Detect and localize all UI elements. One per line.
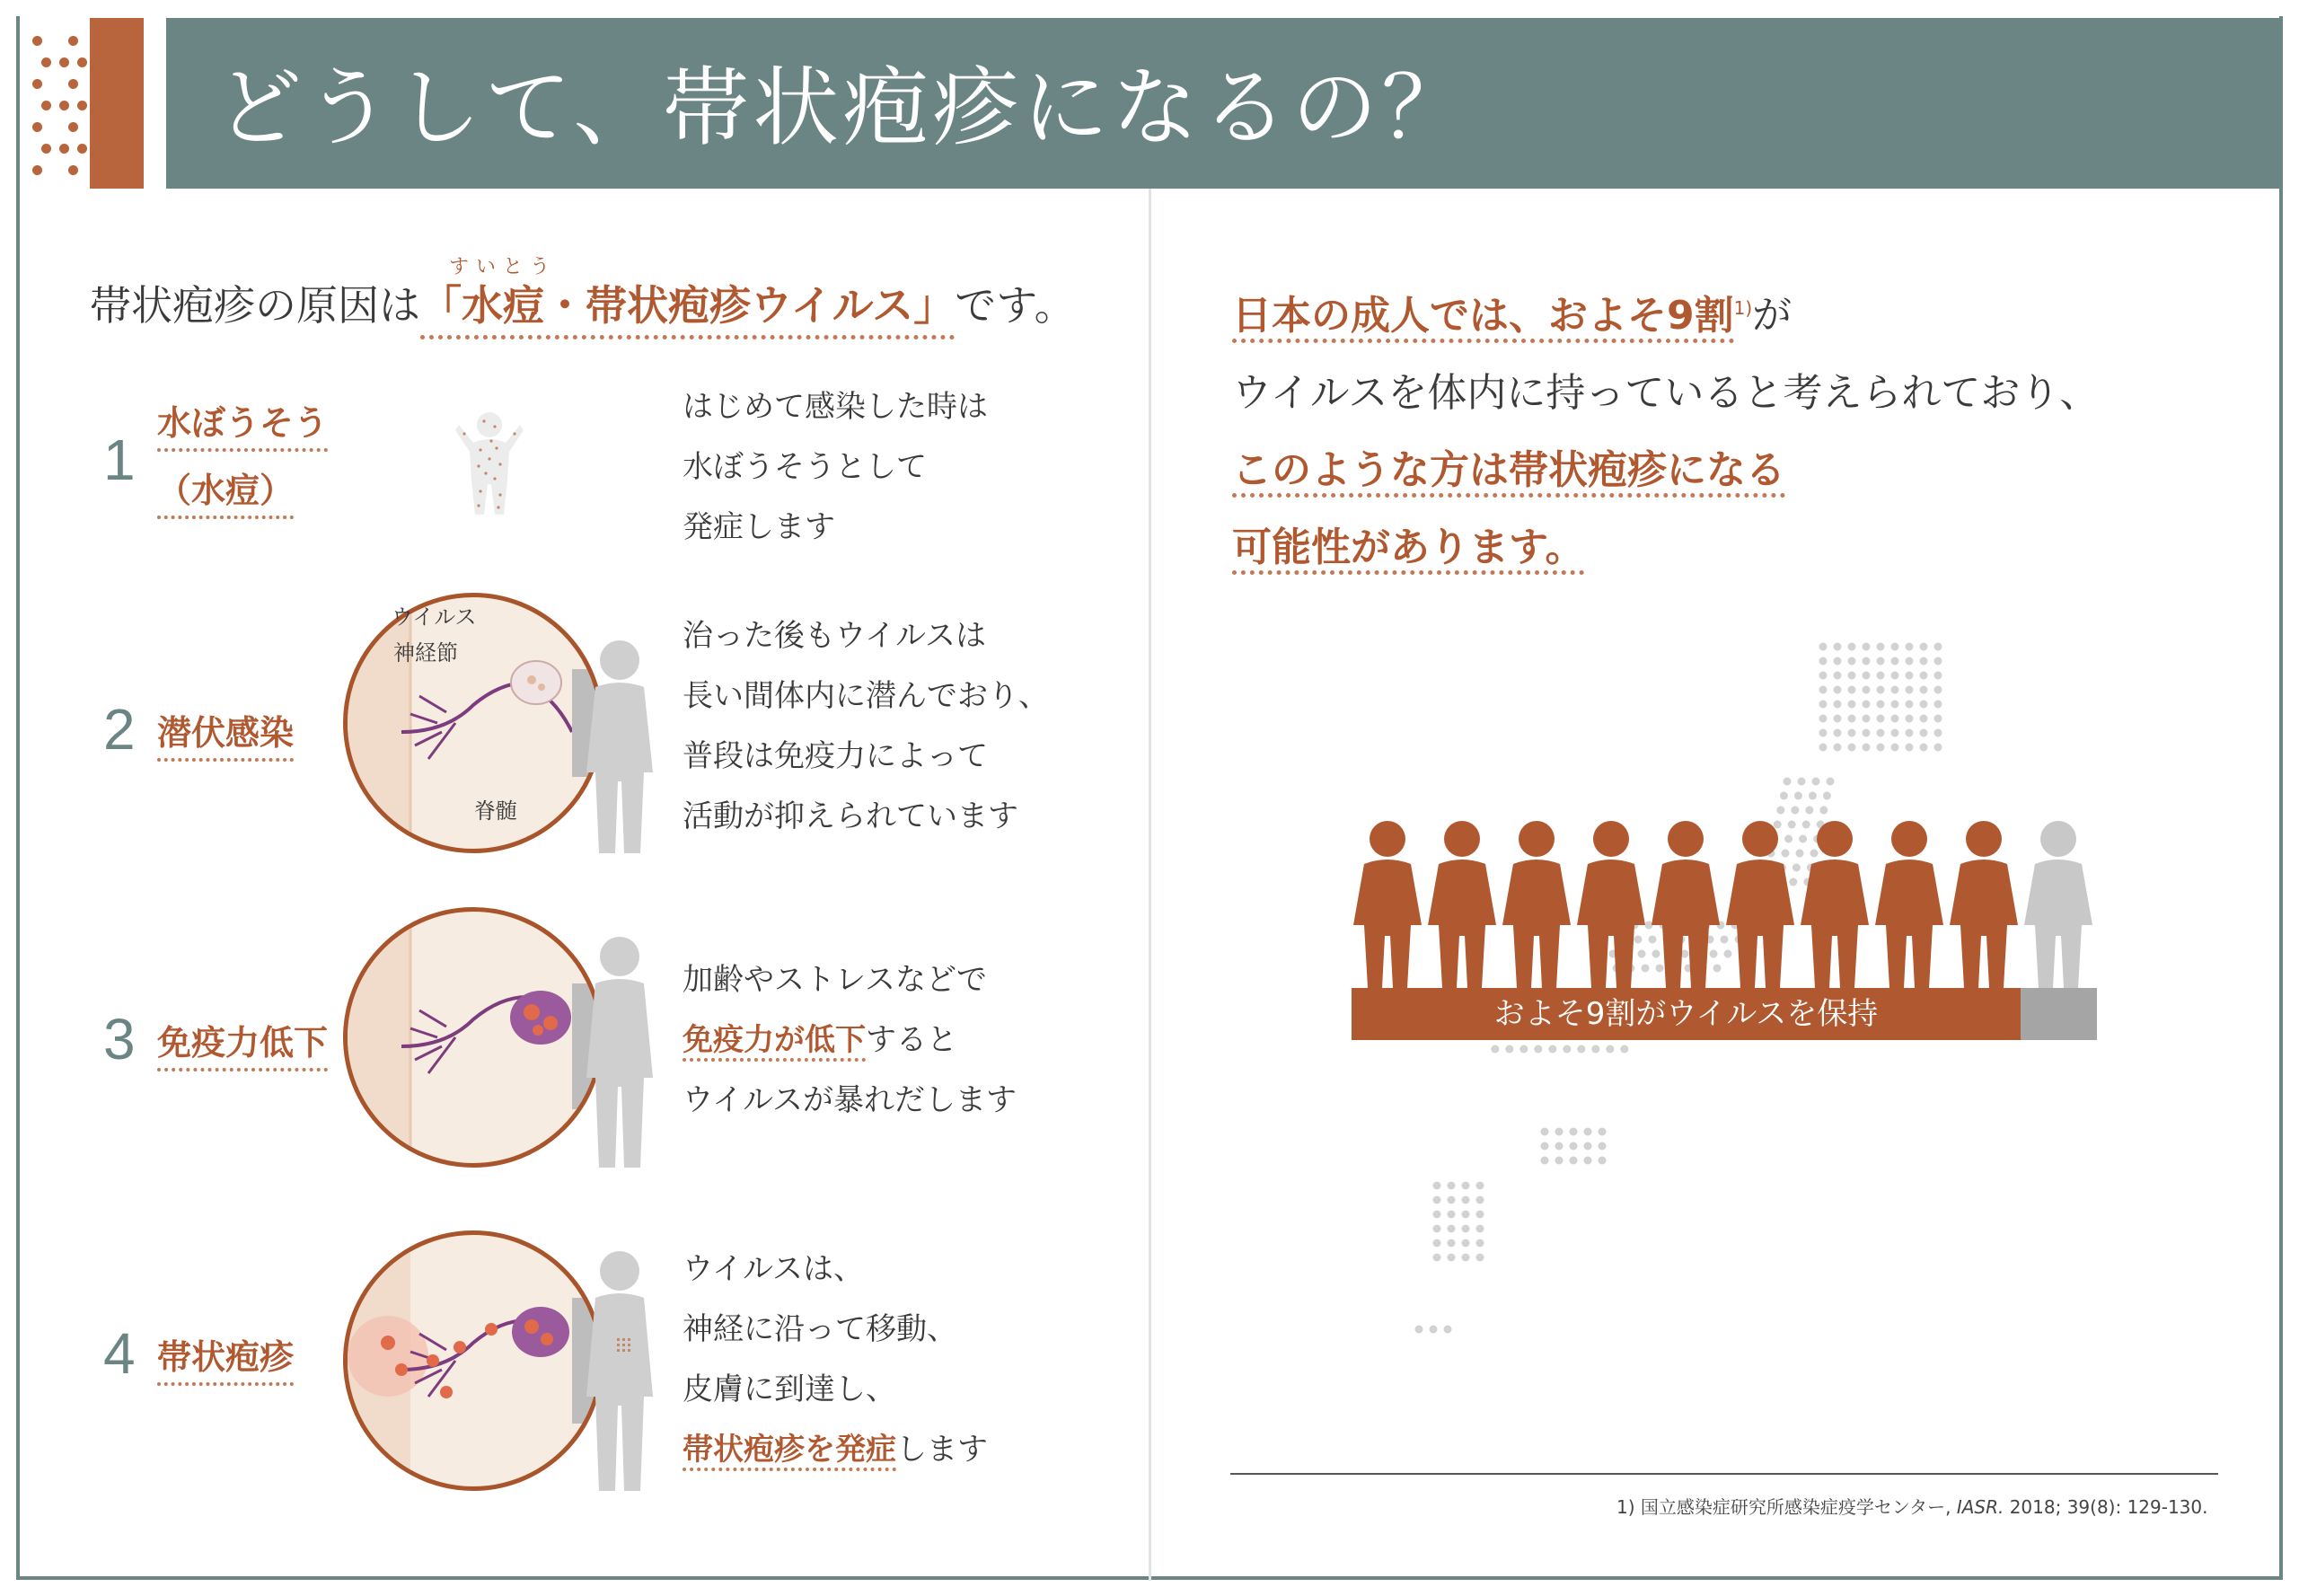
map-dot bbox=[1809, 792, 1817, 800]
map-dot bbox=[1920, 701, 1928, 709]
map-dot bbox=[1584, 1142, 1592, 1151]
map-dot bbox=[1541, 1128, 1549, 1136]
map-dot bbox=[1462, 1182, 1470, 1190]
map-dot bbox=[1877, 701, 1885, 709]
map-dot bbox=[1834, 686, 1842, 694]
decorative-dot bbox=[32, 165, 42, 175]
map-dot bbox=[1934, 657, 1942, 666]
step-2-line-4: 活動が抑えられています bbox=[683, 798, 1018, 834]
non-carrier-person-icon bbox=[2022, 817, 2094, 988]
map-dot bbox=[1519, 1045, 1528, 1054]
map-dot bbox=[1791, 807, 1799, 815]
step-1-line-1: はじめて感染した時は bbox=[683, 389, 988, 425]
map-dot bbox=[1906, 657, 1914, 666]
map-dot bbox=[1476, 1182, 1484, 1190]
intro-suffix: です。 bbox=[955, 281, 1076, 330]
footnote-citation: 2018; 39(8): 129-130. bbox=[2004, 1496, 2208, 1518]
map-dot bbox=[1934, 744, 1942, 752]
map-dot bbox=[1863, 715, 1871, 723]
map-dot bbox=[1476, 1254, 1484, 1262]
step-4-line-3: 皮膚に到達し、 bbox=[683, 1371, 896, 1407]
map-dot bbox=[1863, 643, 1871, 651]
person-silhouette-icon bbox=[579, 934, 660, 1168]
map-dot bbox=[1906, 744, 1914, 752]
map-dot bbox=[1834, 657, 1842, 666]
intro-cause bbox=[420, 281, 955, 339]
map-dot bbox=[1476, 1211, 1484, 1219]
map-dot bbox=[1433, 1254, 1441, 1262]
map-dot bbox=[1784, 778, 1792, 786]
map-dot bbox=[1433, 1211, 1441, 1219]
map-dot bbox=[1934, 701, 1942, 709]
map-dot bbox=[1599, 1142, 1607, 1151]
step-2-label bbox=[157, 705, 294, 754]
map-dot bbox=[1934, 715, 1942, 723]
child-with-chickenpox-icon bbox=[454, 409, 525, 516]
map-dot bbox=[1819, 657, 1828, 666]
step-2-line-1: 治った後もウイルスは bbox=[683, 618, 986, 654]
map-dot bbox=[1920, 715, 1928, 723]
intro-prefix: 帯状疱疹の原因は bbox=[90, 281, 420, 330]
carrier-person-icon bbox=[1352, 817, 1423, 988]
decorative-dot bbox=[77, 144, 87, 154]
step-4-label-text: 帯状疱疹 bbox=[157, 1337, 294, 1386]
map-dot bbox=[1848, 701, 1856, 709]
close-bracket: 」 bbox=[913, 281, 956, 330]
decorative-dot bbox=[32, 122, 42, 132]
carrier-person-icon bbox=[1650, 817, 1722, 988]
map-dot bbox=[1891, 729, 1899, 737]
map-dot bbox=[1848, 715, 1856, 723]
cause-text: 水痘・帯状疱疹ウイルス bbox=[462, 281, 914, 330]
step-2-label-text: 潜伏感染 bbox=[157, 713, 294, 762]
map-dot bbox=[1877, 715, 1885, 723]
map-dot bbox=[1448, 1254, 1456, 1262]
step-3-highlight: 免疫力が低下 bbox=[683, 1022, 866, 1062]
step-3-line-2-rest: すると bbox=[866, 1022, 957, 1058]
carrier-person-icon bbox=[1575, 817, 1647, 988]
decorative-dot bbox=[32, 79, 42, 89]
map-dot bbox=[1891, 643, 1899, 651]
map-dot bbox=[1934, 729, 1942, 737]
map-dot bbox=[1462, 1254, 1470, 1262]
map-dot bbox=[1570, 1142, 1578, 1151]
decorative-dots bbox=[32, 36, 86, 189]
map-dot bbox=[1476, 1225, 1484, 1233]
map-dot bbox=[1433, 1239, 1441, 1248]
map-dot bbox=[1444, 1326, 1452, 1334]
footnote-journal: IASR. bbox=[1956, 1496, 2004, 1518]
step-4-line-4 bbox=[683, 1420, 988, 1480]
map-dot bbox=[1877, 729, 1885, 737]
decorative-dot bbox=[77, 101, 87, 110]
map-dot bbox=[1541, 1142, 1549, 1151]
step-3-line-3: ウイルスが暴れだします bbox=[683, 1082, 1017, 1118]
step-4-line-2: 神経に沿って移動、 bbox=[683, 1311, 957, 1347]
map-dot bbox=[1891, 657, 1899, 666]
step-3-number: 3 bbox=[103, 1007, 136, 1071]
step-1-label-sub-text: （水痘） bbox=[157, 471, 294, 519]
map-dot bbox=[1891, 686, 1899, 694]
step-1-line-3: 発症します bbox=[683, 509, 835, 545]
map-dot bbox=[1584, 1128, 1592, 1136]
map-dot bbox=[1920, 686, 1928, 694]
map-dot bbox=[1534, 1045, 1542, 1054]
step-1-description bbox=[683, 377, 988, 558]
map-dot bbox=[1599, 1128, 1607, 1136]
map-dot bbox=[1433, 1182, 1441, 1190]
map-dot bbox=[1834, 729, 1842, 737]
callout-ganglion: 神経節 bbox=[393, 640, 458, 666]
map-dot bbox=[1920, 643, 1928, 651]
map-dot bbox=[1848, 686, 1856, 694]
map-dot bbox=[1776, 807, 1784, 815]
active-virus-ganglion-icon bbox=[348, 912, 603, 1168]
prevalence-line-3 bbox=[1232, 432, 2099, 509]
map-dot bbox=[1555, 1157, 1563, 1165]
step-4-description bbox=[683, 1239, 988, 1480]
map-dot bbox=[1848, 643, 1856, 651]
step-4-line-1: ウイルスは、 bbox=[683, 1251, 864, 1287]
decorative-bar bbox=[90, 18, 144, 189]
map-dot bbox=[1848, 657, 1856, 666]
decorative-dot bbox=[59, 57, 69, 67]
step-3-label-text: 免疫力低下 bbox=[157, 1023, 328, 1071]
ruby-reading: すいとう bbox=[449, 256, 558, 278]
map-dot bbox=[1819, 729, 1828, 737]
map-dot bbox=[1780, 792, 1788, 800]
map-dot bbox=[1920, 729, 1928, 737]
footnote-ref: 1) bbox=[1733, 297, 1753, 319]
prevalence-line-1-rest: が bbox=[1752, 292, 1793, 339]
carrier-person-icon bbox=[1724, 817, 1796, 988]
prevalence-highlight: 日本の成人では、およそ9割 bbox=[1232, 293, 1734, 343]
step-1-line-2: 水ぼうそうとして bbox=[683, 449, 927, 485]
step-2-line-2: 長い間体内に潜んでおり、 bbox=[683, 678, 1049, 714]
step-4-highlight: 帯状疱疹を発症 bbox=[683, 1432, 896, 1471]
map-dot bbox=[1798, 778, 1806, 786]
map-dot bbox=[1577, 1045, 1585, 1054]
map-dot bbox=[1415, 1326, 1423, 1334]
map-dot bbox=[1834, 672, 1842, 680]
map-dot bbox=[1570, 1157, 1578, 1165]
map-dot bbox=[1476, 1196, 1484, 1204]
map-dot bbox=[1462, 1196, 1470, 1204]
step-3-line-1: 加齢やストレスなどで bbox=[683, 962, 987, 998]
map-dot bbox=[1819, 686, 1828, 694]
intro-sentence bbox=[90, 269, 1076, 341]
person-silhouette-icon bbox=[579, 638, 660, 853]
step-1-label bbox=[157, 395, 328, 445]
step-4-label bbox=[157, 1329, 294, 1379]
callout-spinal-cord: 脊髄 bbox=[474, 798, 517, 824]
map-dot bbox=[1891, 744, 1899, 752]
carrier-bar-label: およそ9割がウイルスを保持 bbox=[1493, 996, 1879, 1032]
map-dot bbox=[1819, 807, 1828, 815]
map-dot bbox=[1448, 1211, 1456, 1219]
map-dot bbox=[1462, 1239, 1470, 1248]
map-dot bbox=[1541, 1157, 1549, 1165]
person-silhouette-icon bbox=[579, 1248, 660, 1491]
shingles-illustration bbox=[343, 1230, 603, 1491]
map-dot bbox=[1555, 1128, 1563, 1136]
map-dot bbox=[1805, 807, 1813, 815]
map-dot bbox=[1906, 672, 1914, 680]
prevalence-line-4 bbox=[1232, 509, 2099, 586]
map-dot bbox=[1834, 701, 1842, 709]
map-dot bbox=[1877, 643, 1885, 651]
map-dot bbox=[1599, 1157, 1607, 1165]
carrier-person-icon bbox=[1873, 817, 1945, 988]
decorative-dot bbox=[77, 57, 87, 67]
open-bracket: 「 bbox=[420, 281, 462, 330]
risk-highlight-1: このような方は帯状疱疹になる bbox=[1232, 447, 1785, 498]
decorative-dot bbox=[41, 144, 51, 154]
map-dot bbox=[1863, 701, 1871, 709]
map-dot bbox=[1548, 1045, 1556, 1054]
map-dot bbox=[1848, 744, 1856, 752]
map-dot bbox=[1620, 1045, 1628, 1054]
map-dot bbox=[1891, 672, 1899, 680]
step-4-number: 4 bbox=[103, 1321, 136, 1386]
map-dot bbox=[1877, 686, 1885, 694]
page-spine bbox=[1149, 18, 1151, 1581]
map-dot bbox=[1448, 1225, 1456, 1233]
map-dot bbox=[1934, 686, 1942, 694]
map-dot bbox=[1934, 643, 1942, 651]
decorative-dot bbox=[32, 36, 42, 46]
prevalence-line-2: ウイルスを体内に持っていると考えられており、 bbox=[1232, 369, 2100, 416]
carrier-person-icon bbox=[1426, 817, 1498, 988]
map-dot bbox=[1920, 672, 1928, 680]
footnote-source: 1) 国立感染症研究所感染症疫学センター, bbox=[1616, 1496, 1957, 1518]
map-dot bbox=[1433, 1225, 1441, 1233]
map-dot bbox=[1834, 643, 1842, 651]
weakened-immunity-illustration bbox=[343, 907, 603, 1168]
map-dot bbox=[1584, 1157, 1592, 1165]
map-dot bbox=[1606, 1045, 1614, 1054]
map-dot bbox=[1906, 686, 1914, 694]
map-dot bbox=[1877, 657, 1885, 666]
decorative-dot bbox=[68, 122, 78, 132]
map-dot bbox=[1491, 1045, 1499, 1054]
map-dot bbox=[1591, 1045, 1599, 1054]
map-dot bbox=[1448, 1196, 1456, 1204]
map-dot bbox=[1812, 778, 1820, 786]
latent-infection-illustration bbox=[343, 593, 603, 853]
step-1-label-sub bbox=[157, 463, 294, 512]
map-dot bbox=[1555, 1142, 1563, 1151]
map-dot bbox=[1848, 729, 1856, 737]
footnote-divider bbox=[1230, 1473, 2218, 1475]
map-dot bbox=[1863, 686, 1871, 694]
carrier-person-icon bbox=[1948, 817, 2020, 988]
virus-spreading-skin-icon bbox=[348, 1235, 603, 1491]
map-dot bbox=[1920, 657, 1928, 666]
decorative-dot bbox=[68, 165, 78, 175]
map-dot bbox=[1433, 1196, 1441, 1204]
map-dot bbox=[1848, 672, 1856, 680]
map-dot bbox=[1920, 744, 1928, 752]
map-dot bbox=[1448, 1182, 1456, 1190]
map-dot bbox=[1834, 715, 1842, 723]
page-title: どうして、帯状疱疹になるの？ bbox=[216, 57, 1472, 158]
map-dot bbox=[1794, 792, 1802, 800]
prevalence-line-1 bbox=[1232, 269, 2099, 355]
map-dot bbox=[1863, 672, 1871, 680]
map-dot bbox=[1877, 744, 1885, 752]
map-dot bbox=[1819, 701, 1828, 709]
map-dot bbox=[1834, 744, 1842, 752]
risk-highlight-2: 可能性があります。 bbox=[1232, 525, 1584, 575]
map-dot bbox=[1462, 1225, 1470, 1233]
map-dot bbox=[1863, 744, 1871, 752]
step-2-number: 2 bbox=[103, 697, 136, 762]
prevalence-statement bbox=[1232, 269, 2099, 586]
decorative-dot bbox=[68, 36, 78, 46]
map-dot bbox=[1462, 1211, 1470, 1219]
step-3-line-2 bbox=[683, 1010, 1017, 1071]
decorative-dot bbox=[41, 101, 51, 110]
map-dot bbox=[1906, 715, 1914, 723]
map-dot bbox=[1906, 701, 1914, 709]
map-dot bbox=[1819, 744, 1828, 752]
decorative-dot bbox=[41, 57, 51, 67]
map-dot bbox=[1819, 715, 1828, 723]
footnote bbox=[1616, 1493, 2208, 1519]
step-1-number: 1 bbox=[103, 428, 136, 492]
map-dot bbox=[1570, 1128, 1578, 1136]
non-carrier-bar bbox=[2021, 988, 2097, 1040]
map-dot bbox=[1891, 715, 1899, 723]
decorative-dot bbox=[59, 101, 69, 110]
map-dot bbox=[1430, 1326, 1438, 1334]
decorative-dot bbox=[59, 144, 69, 154]
map-dot bbox=[1934, 672, 1942, 680]
carrier-person-icon bbox=[1799, 817, 1871, 988]
carrier-person-icon bbox=[1501, 817, 1572, 988]
map-dot bbox=[1877, 672, 1885, 680]
map-dot bbox=[1563, 1045, 1571, 1054]
step-2-description bbox=[683, 606, 1049, 847]
callout-virus: ウイルス bbox=[392, 604, 477, 630]
map-dot bbox=[1823, 792, 1831, 800]
map-dot bbox=[1819, 643, 1828, 651]
step-1-label-text: 水ぼうそう bbox=[157, 403, 328, 452]
step-3-label bbox=[157, 1015, 328, 1064]
map-dot bbox=[1863, 729, 1871, 737]
map-dot bbox=[1827, 778, 1835, 786]
map-dot bbox=[1891, 701, 1899, 709]
map-dot bbox=[1819, 672, 1828, 680]
decorative-dot bbox=[68, 79, 78, 89]
map-dot bbox=[1505, 1045, 1513, 1054]
step-4-line-4-rest: します bbox=[896, 1432, 988, 1468]
map-dot bbox=[1906, 643, 1914, 651]
map-dot bbox=[1476, 1239, 1484, 1248]
map-dot bbox=[1906, 729, 1914, 737]
step-3-description bbox=[683, 950, 1017, 1131]
step-2-line-3: 普段は免疫力によって bbox=[683, 738, 988, 774]
map-dot bbox=[1863, 657, 1871, 666]
map-dot bbox=[1448, 1239, 1456, 1248]
